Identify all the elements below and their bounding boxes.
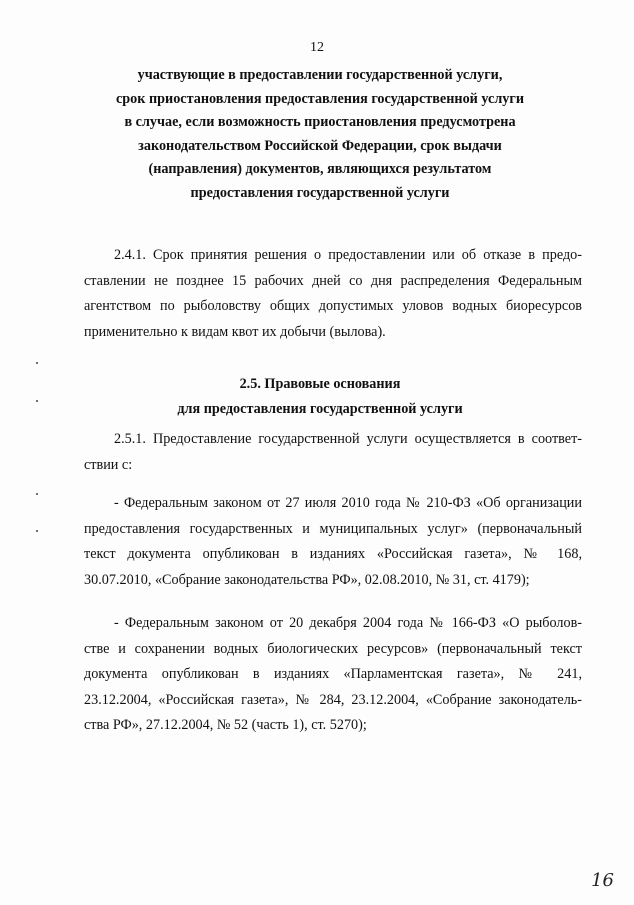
paragraph-line: - Федеральным законом от 20 декабря 2004 года № 166-ФЗ «О рыболов- <box>114 615 582 631</box>
heading-line: участвующие в предоставлении государственной услуги, <box>137 67 503 83</box>
heading-line: 2.5. Правовые основания <box>239 376 401 392</box>
paragraph-2-5-1 <box>84 427 582 478</box>
paragraph-line: - Федеральным законом от 27 июля 2010 года № 210-ФЗ «Об организации <box>114 495 582 511</box>
scan-speck <box>36 530 38 532</box>
paragraph-line: применительно к видам квот их добычи (вылова). <box>84 323 386 340</box>
section-heading-2-5 <box>60 372 580 422</box>
paragraph-line: документа опубликован в изданиях «Парламентская газета», № 241, <box>84 666 582 682</box>
page-number: 12 <box>310 40 324 55</box>
scan-speck <box>36 400 38 402</box>
paragraph-line: текст документа опубликован в изданиях «Российская газета», № 168, <box>84 546 582 562</box>
list-item-law-210 <box>84 491 582 593</box>
list-item-law-166 <box>84 611 582 739</box>
heading-line: предоставления государственной услуги <box>190 184 450 201</box>
heading-line: для предоставления государственной услуги <box>177 401 463 417</box>
paragraph-2-4-1 <box>84 243 582 345</box>
handwritten-page-note: 16 <box>591 870 614 891</box>
paragraph-line: 30.07.2010, «Собрание законодательства РФ», 02.08.2010, № 31, ст. 4179); <box>84 571 530 588</box>
scan-speck <box>36 362 38 364</box>
paragraph-line: стве и сохранении водных биологических ресурсов» (первоначальный текст <box>84 640 582 657</box>
paragraph-line: ствии с: <box>84 456 133 473</box>
paragraph-line: ставлении не позднее 15 рабочих дней со дня распределения Федеральным <box>84 272 582 289</box>
heading-line: законодательством Российской Федерации, срок выдачи <box>138 137 502 154</box>
paragraph-line: 2.4.1. Срок принятия решения о предоставлении или об отказе в предо- <box>114 247 582 263</box>
scan-speck <box>36 493 38 495</box>
paragraph-line: предоставления государственных и муниципальных услуг» (первоначальный <box>84 520 582 537</box>
paragraph-line: ства РФ», 27.12.2004, № 52 (часть 1), ст. 5270); <box>84 717 367 733</box>
section-heading-2-4-continued <box>60 64 580 206</box>
paragraph-line: 23.12.2004, «Российская газета», № 284, 23.12.2004, «Собрание законодатель- <box>84 691 582 708</box>
paragraph-line: 2.5.1. Предоставление государственной услуги осуществляется в соответ- <box>114 431 582 447</box>
paragraph-line: агентством по рыболовству общих допустимых уловов водных биоресурсов <box>84 298 582 314</box>
heading-line: срок приостановления предоставления государственной услуги <box>115 90 525 107</box>
heading-line: (направления) документов, являющихся результатом <box>148 161 492 178</box>
heading-line: в случае, если возможность приостановления предусмотрена <box>124 114 516 131</box>
